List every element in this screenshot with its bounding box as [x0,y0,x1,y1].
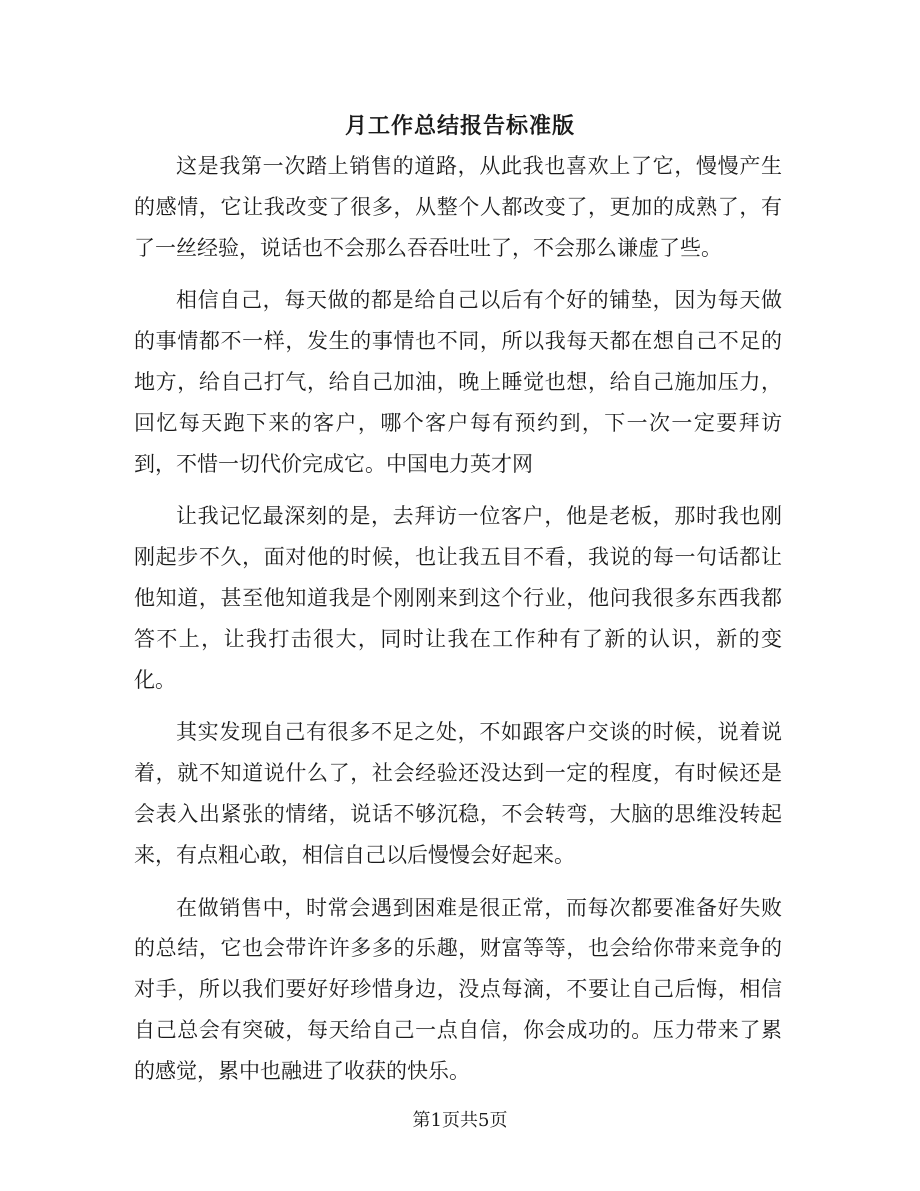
paragraph: 让我记忆最深刻的是，去拜访一位客户，他是老板，那时我也刚刚起步不久，面对他的时候，也让我五目不看，我说的每一句话都让他知道，甚至他知道我是个刚刚来到这个行业，他问我很多东西我都答不上，让我打击很大，同时让我在工作种有了新的认识，新的变化。 [134,504,782,692]
page-number-footer: 第1页共5页 [412,1110,508,1131]
paragraph: 其实发现自己有很多不足之处，不如跟客户交谈的时候，说着说着，就不知道说什么了，社会经验还没达到一定的程度，有时候还是会表入出紧张的情绪，说话不够沉稳，不会转弯，大脑的思维没转起来，有点粗心敢，相信自己以后慢慢会好起来。 [134,720,782,867]
document-body [134,146,782,1104]
paragraph: 在做销售中，时常会遇到困难是很正常，而每次都要准备好失败的总结，它也会带许许多多的乐趣，财富等等，也会给你带来竞争的对手，所以我们要好好珍惜身边，没点每滴，不要让自己后悔，相信自己总会有突破，每天给自己一点自信，你会成功的。压力带来了累的感觉，累中也融进了收获的快乐。 [134,895,782,1083]
paragraph: 这是我第一次踏上销售的道路，从此我也喜欢上了它，慢慢产生的感情，它让我改变了很多，从整个人都改变了，更加的成熟了，有了一丝经验，说话也不会那么吞吞吐吐了，不会那么谦虚了些。 [134,154,782,260]
paragraph: 相信自己，每天做的都是给自己以后有个好的铺垫，因为每天做的事情都不一样，发生的事情也不同，所以我每天都在想自己不足的地方，给自己打气，给自己加油，晚上睡觉也想，给自己施加压力，回忆每天跑下来的客户，哪个客户每有预约到，下一次一定要拜访到，不惜一切代价完成它。中国电力英才网 [134,288,782,476]
document-title: 月工作总结报告标准版 [344,113,575,139]
